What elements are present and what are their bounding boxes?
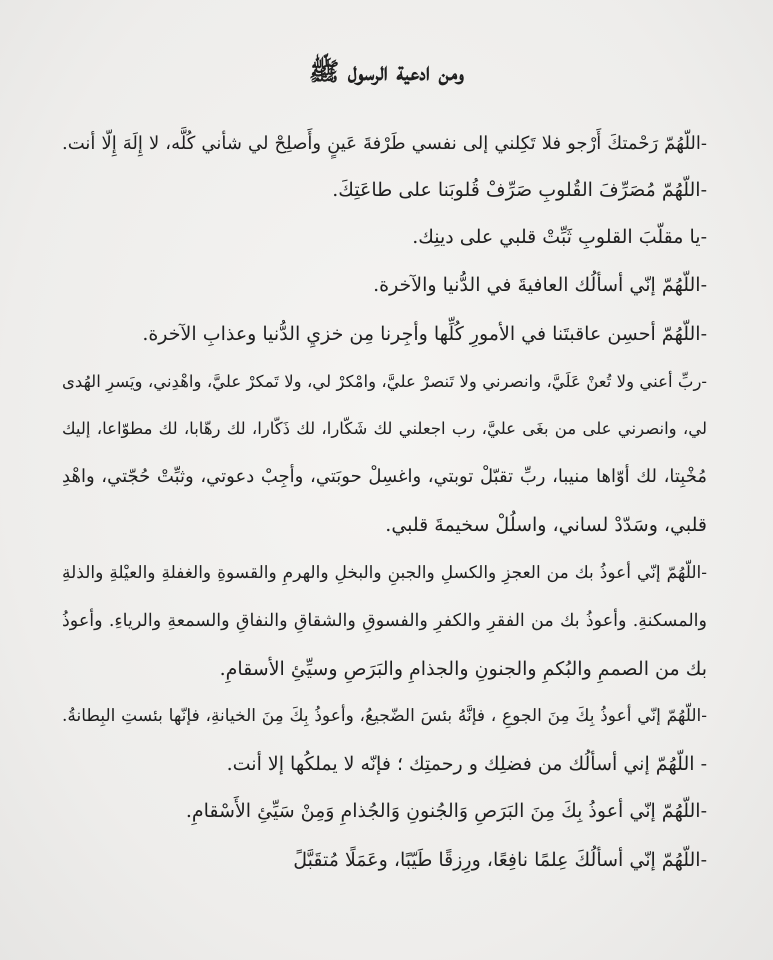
text-line: -ربِّ أعني ولا تُعنْ عَلَيَّ، وانصرني ولا تَنصرْ عليَّ، وامْكرْ لي، ولا تَمكرْ عليَّ، واهْدِني، ويَسرِ الهُدى <box>62 372 707 391</box>
text-line: مُخْبِتا، لك أوّاها منيبا، ربِّ تقبّلْ توبتي، واغسِلْ حوبَتي، وأجِبْ دعوتي، وثبِّتْ حُجّتي، واهْدِ <box>62 466 707 487</box>
text-line: -اللّهُمّ أحسِن عاقبتَنا في الأمورِ كُلِّها وأجِرنا مِن خزيِ الدُّنيا وعذابِ الآخرة. <box>142 323 707 345</box>
text-line: -اللّهُمّ إنّي أسألُك العافيةَ في الدُّنيا والآخرة. <box>373 274 707 296</box>
text-line: لي، وانصرني على من بغَى عليَّ، رب اجعلني لك شَكّارا، لك ذَكّارا، لك رهّابا، لك مطوّاعا، إليك <box>62 419 707 438</box>
text-line: -اللّهُمّ إنّي أسألُكَ عِلمًا نافِعًا، ورِزقًا طَيّبًا، وعَمَلًا مُتقَبَّلً <box>293 849 707 871</box>
text-line: -اللّهُمّ إنّي أعوذُ بك من العجزِ والكسلِ والجبنِ والبخلِ والهرمِ والقسوةِ والغفلةِ والعيْلةِ والذلةِ <box>62 563 707 583</box>
text-line: بك من الصممِ والبُكمِ والجنونِ والجذامِ والبَرَصِ وسيِّئِ الأسقامِ. <box>219 658 707 680</box>
document-title: ومن ادعية الرسول ﷺ <box>309 57 464 86</box>
text-line: -اللّهُمّ مُصَرِّفَ القُلوبِ صَرِّفْ قُلوبَنا على طاعَتِكَ. <box>332 179 707 201</box>
text-line: -اللّهُمّ إنّي أعوذُ بِكَ مِنَ البَرَصِ وَالجُنونِ وَالجُذامِ وَمِنْ سَيِّئِ الأَسْقامِ. <box>185 800 707 822</box>
text-line: والمسكنةِ. وأعوذُ بك من الفقرِ والكفرِ والفسوقِ والشقاقِ والنفاقِ والسمعةِ والرياءِ. وأعوذُ <box>62 611 707 631</box>
text-line: - اللّهُمّ إني أسألُك من فضلِك و رحمتِك ؛ فإنّه لا يملكُها إلا أنت. <box>226 753 707 775</box>
text-line: قلبي، وسَدّدْ لساني، واسلُلْ سخيمةَ قلبي. <box>385 514 707 536</box>
text-line: -يا مقلّبَ القلوبِ ثَبِّتْ قلبي على دينِك. <box>412 226 707 248</box>
text-line: -اللّهُمّ رَحْمتكَ أَرْجو فلا تَكِلني إلى نفسي طَرْفةَ عَينٍ وأَصلِحْ لي شأني كُلَّه، لا إِلَهَ إِلّا أنت. <box>62 133 707 154</box>
text-line: -اللّهُمّ إنّي أعوذُ بِكَ مِنَ الجوعِ ، فإنَّهُ بئسَ الضّجيعُ، وأعوذُ بِكَ مِنَ الخيانةِ، فإنّها بئستِ البِطانةُ. <box>62 706 707 726</box>
